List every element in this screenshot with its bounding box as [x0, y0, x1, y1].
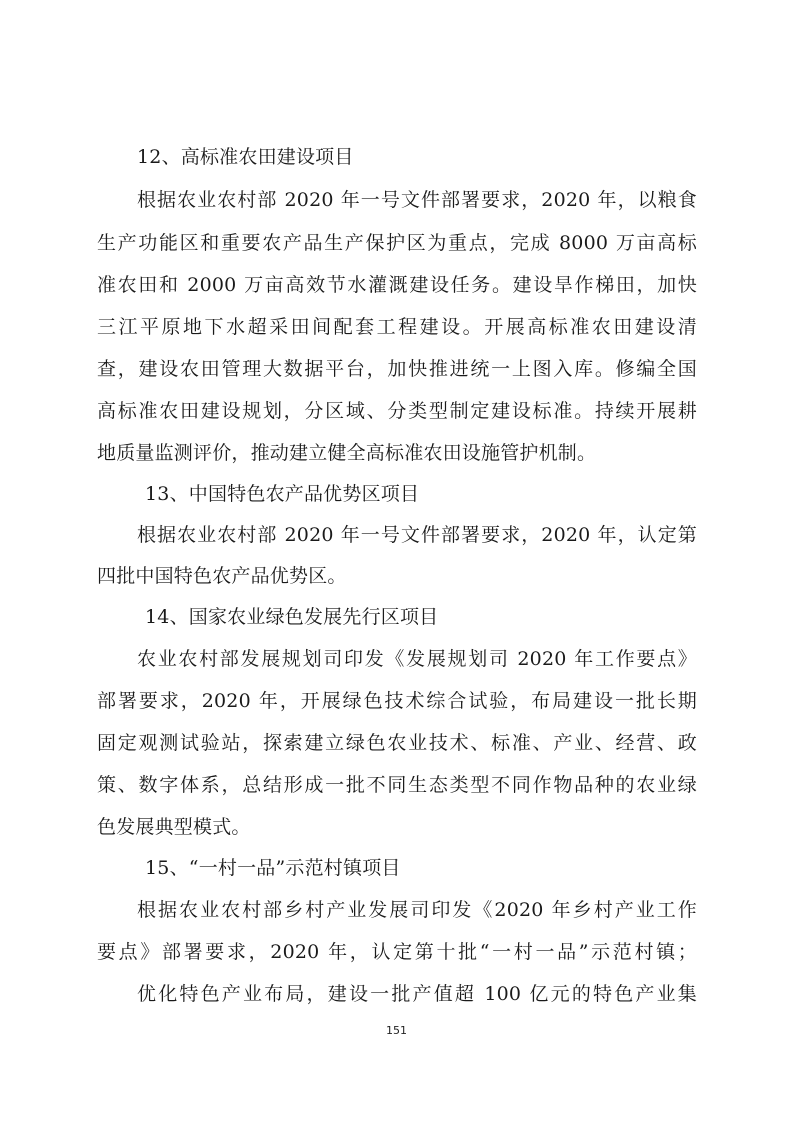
paragraph-line: 固定观测试验站，探索建立绿色农业技术、标准、产业、经营、政 [97, 732, 697, 754]
paragraph-line: 生产功能区和重要农产品生产保护区为重点，完成 8000 万亩高标 [97, 232, 697, 254]
section-heading-14: 14、国家农业绿色发展先行区项目 [145, 606, 439, 628]
page-number: 151 [386, 1024, 407, 1037]
section-heading-13: 13、中国特色农产品优势区项目 [145, 483, 420, 505]
paragraph-line: 地质量监测评价，推动建立健全高标准农田设施管护机制。 [97, 442, 597, 464]
paragraph-line: 准农田和 2000 万亩高效节水灌溉建设任务。建设旱作梯田，加快 [97, 274, 697, 296]
paragraph-line: 三江平原地下水超采田间配套工程建设。开展高标准农田建设清 [97, 316, 697, 338]
section-heading-12: 12、高标准农田建设项目 [137, 146, 354, 168]
paragraph-line: 策、数字体系，总结形成一批不同生态类型不同作物品种的农业绿 [97, 774, 697, 796]
paragraph-line: 根据农业农村部 2020 年一号文件部署要求，2020 年，以粮食 [137, 189, 697, 211]
paragraph-line: 根据农业农村部 2020 年一号文件部署要求，2020 年，认定第 [137, 524, 697, 546]
paragraph-line: 查，建设农田管理大数据平台，加快推进统一上图入库。修编全国 [97, 358, 697, 380]
paragraph-line: 高标准农田建设规划，分区域、分类型制定建设标准。持续开展耕 [97, 400, 697, 422]
paragraph-line: 部署要求，2020 年，开展绿色技术综合试验，布局建设一批长期 [97, 690, 697, 712]
paragraph-line: 要点》部署要求，2020 年，认定第十批“一村一品”示范村镇； [97, 941, 697, 963]
paragraph-line: 优化特色产业布局，建设一批产值超 100 亿元的特色产业集 [137, 983, 697, 1005]
paragraph-line: 根据农业农村部乡村产业发展司印发《2020 年乡村产业工作 [137, 899, 697, 921]
paragraph-line: 四批中国特色农产品优势区。 [97, 565, 347, 587]
paragraph-line: 农业农村部发展规划司印发《发展规划司 2020 年工作要点》 [137, 648, 697, 670]
paragraph-line: 色发展典型模式。 [97, 816, 251, 838]
section-heading-15: 15、“一村一品”示范村镇项目 [145, 857, 401, 879]
